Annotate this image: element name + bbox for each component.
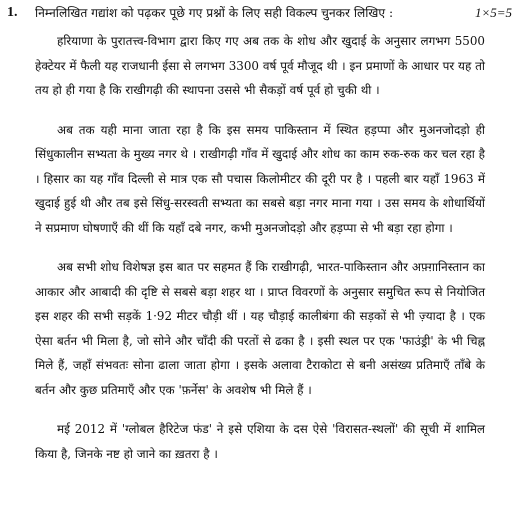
passage [35, 29, 485, 466]
question-instruction: निम्नलिखित गद्यांश को पढ़कर पूछे गए प्रश्नों के लिए सही विकल्प चुनकर लिखिए : [35, 6, 394, 20]
passage-paragraph-4: मई 2012 में 'ग्लोबल हैरिटेज फंड' ने इसे एशिया के दस ऐसे 'विरासत-स्थलों' की सूची में शामिल किया है, जिनके नष्ट हो जाने का ख़तरा है । [35, 422, 485, 461]
passage-paragraph-1: हरियाणा के पुरातत्त्व-विभाग द्वारा किए गए अब तक के शोध और खुदाई के अनुसार लगभग 5500 हेक्टेयर में फैली यह राजधानी ईसा से लगभग 3300 वर्ष पूर्व मौजूद थी । इन प्रमाणों के आधार पर यह तो तय हो ही गया है कि राखीगढ़ी की स्थापना उससे भी सैकड़ों वर्ष पूर्व हो चुकी थी । [35, 34, 485, 97]
question-header [7, 3, 512, 23]
passage-paragraph-2: अब तक यही माना जाता रहा है कि इस समय पाकिस्तान में स्थित हड़प्पा और मुअनजोदड़ो ही सिंधुकालीन सभ्यता के मुख्य नगर थे । राखीगढ़ी गाँव में खुदाई और शोध का काम रुक-रुक कर चल रहा है । हिसार का यह गाँव दिल्ली से मात्र एक सौ पचास किलोमीटर की दूरी पर है । पहली बार यहाँ 1963 में खुदाई हुई थी और तब इसे सिंधु-सरस्वती सभ्यता का सबसे बड़ा नगर माना गया । उस समय के शोधार्थियों ने सप्रमाण घोषणाएँ की थीं कि यहाँ दबे नगर, कभी मुअनजोदड़ो और हड़प्पा से भी बड़ा रहा होगा । [35, 122, 485, 235]
passage-paragraph-3: अब सभी शोध विशेषज्ञ इस बात पर सहमत हैं कि राखीगढ़ी, भारत-पाकिस्तान और अफ़्ग़ानिस्तान का आकार और आबादी की दृष्टि से सबसे बड़ा शहर था । प्राप्त विवरणों के अनुसार समुचित रूप से नियोजित इस शहर की सभी सड़कें 1·92 मीटर चौड़ी थीं । यह चौड़ाई कालीबंगा की सड़कों से भी ज़्यादा है । एक ऐसा बर्तन भी मिला है, जो सोने और चाँदी की परतों से ढका है । इसी स्थल पर एक 'फाउंड्री' के भी चिह्न मिले हैं, जहाँ संभवतः सोना ढाला जाता होगा । इसके अलावा टैराकोटा से बनी असंख्य प्रतिमाएँ ताँबे के बर्तन और कुछ प्रतिमाएँ और एक 'फ़र्नेस' के अवशेष भी मिले हैं । [35, 260, 485, 397]
question-number: 1. [7, 5, 18, 20]
question-marks: 1×5=5 [474, 5, 512, 20]
